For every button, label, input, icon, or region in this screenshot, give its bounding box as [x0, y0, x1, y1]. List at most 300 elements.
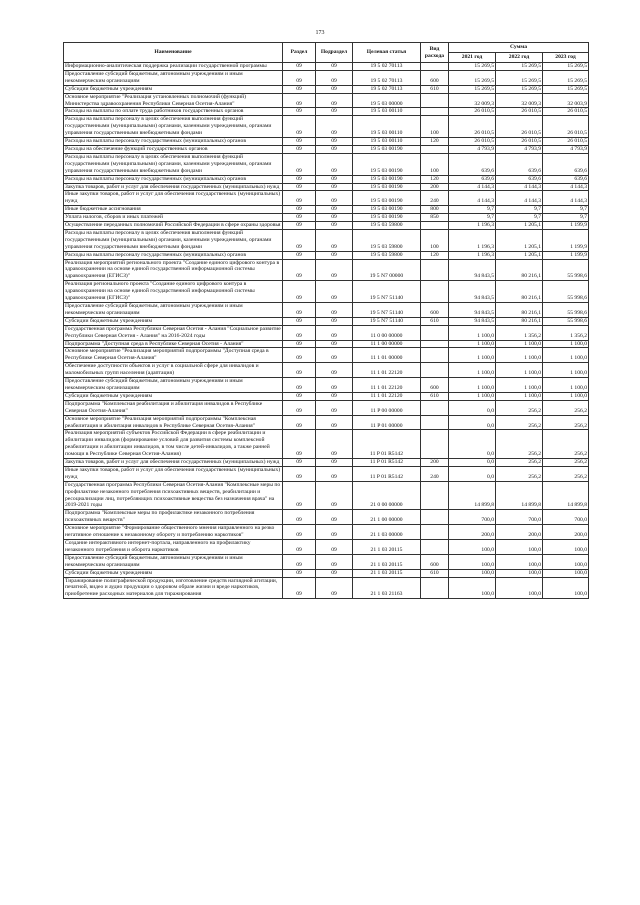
row-sum-2021: 1 196,3: [449, 251, 496, 259]
row-expense-type: 610: [421, 569, 449, 577]
row-podrazdel: 09: [316, 214, 353, 222]
row-target-article: 21 1 03 00000: [353, 525, 421, 540]
row-razdel: 09: [283, 430, 316, 459]
row-sum-2021: 32 009,3: [449, 93, 496, 108]
table-row: [64, 70, 589, 85]
row-podrazdel: 09: [316, 577, 353, 599]
row-sum-2022: 15 269,5: [496, 85, 543, 93]
row-podrazdel: 09: [316, 229, 353, 251]
header-year-2021: 2021 год: [449, 53, 496, 63]
row-podrazdel: 09: [316, 525, 353, 540]
row-razdel: 09: [283, 325, 316, 340]
row-sum-2023: 700,0: [543, 510, 589, 525]
table-row: [64, 510, 589, 525]
row-sum-2021: 200,0: [449, 525, 496, 540]
row-sum-2021: 1 100,0: [449, 340, 496, 348]
row-razdel: 09: [283, 259, 316, 281]
row-target-article: 19 5 03 00190: [353, 191, 421, 206]
row-podrazdel: 09: [316, 510, 353, 525]
row-name: Обеспечение доступности объектов и услуг в социальной сфере для инвалидов и маломобильных групп населения (адаптация): [64, 363, 283, 378]
row-target-article: 11 1 01 22120: [353, 378, 421, 393]
row-name: Расходы на выплаты персоналу в целях обеспечения выполнения функций государственными (муниципальными) органами, казенными учреждениями, органами управления государственными внебюджетными фондами: [64, 229, 283, 251]
row-sum-2021: 94 843,5: [449, 317, 496, 325]
row-sum-2022: 9,7: [496, 214, 543, 222]
table-row: [64, 577, 589, 599]
row-target-article: 19 5 03 00110: [353, 108, 421, 116]
row-sum-2023: 1 199,9: [543, 229, 589, 251]
row-podrazdel: 09: [316, 325, 353, 340]
row-expense-type: [421, 108, 449, 116]
row-sum-2021: 1 100,0: [449, 392, 496, 400]
row-sum-2023: 15 269,5: [543, 85, 589, 93]
row-target-article: 11 P 01 00000: [353, 415, 421, 430]
row-razdel: 09: [283, 138, 316, 146]
row-sum-2022: 14 899,8: [496, 481, 543, 510]
row-name: Расходы на обеспечение функций государственных органов: [64, 145, 283, 153]
row-sum-2021: 700,0: [449, 510, 496, 525]
row-name: Иные бюджетные ассигнования: [64, 206, 283, 214]
row-sum-2021: 94 843,5: [449, 259, 496, 281]
table-row: [64, 63, 589, 71]
row-expense-type: 100: [421, 153, 449, 175]
row-target-article: 19 5 03 59800: [353, 222, 421, 230]
row-target-article: 19 5 N7 51140: [353, 281, 421, 303]
row-sum-2022: 1 205,1: [496, 251, 543, 259]
row-expense-type: 200: [421, 183, 449, 191]
row-name: Закупка товаров, работ и услуг для обеспечения государственных (муниципальных) нужд: [64, 183, 283, 191]
row-podrazdel: 09: [316, 281, 353, 303]
table-row: [64, 281, 589, 303]
row-podrazdel: 09: [316, 415, 353, 430]
row-podrazdel: 09: [316, 378, 353, 393]
table-row: [64, 378, 589, 393]
row-name: Подпрограмма "Комплексная реабилитация и абилитация инвалидов в Республике Северная Осетия-Алания": [64, 400, 283, 415]
row-target-article: 19 5 03 00110: [353, 116, 421, 138]
table-row: [64, 363, 589, 378]
row-target-article: 11 P 01 R5142: [353, 430, 421, 459]
row-sum-2022: 1 100,0: [496, 348, 543, 363]
row-sum-2021: 100,0: [449, 540, 496, 555]
row-target-article: 21 0 00 00000: [353, 481, 421, 510]
row-sum-2021: 9,7: [449, 206, 496, 214]
row-sum-2022: 100,0: [496, 577, 543, 599]
row-sum-2022: 1 205,1: [496, 229, 543, 251]
row-target-article: 19 5 03 00190: [353, 206, 421, 214]
row-sum-2022: 26 010,5: [496, 116, 543, 138]
table-row: [64, 430, 589, 459]
row-expense-type: 100: [421, 116, 449, 138]
row-sum-2021: 639,6: [449, 175, 496, 183]
row-expense-type: [421, 325, 449, 340]
row-expense-type: 600: [421, 378, 449, 393]
row-sum-2021: 1 100,0: [449, 363, 496, 378]
header-name: Наименование: [64, 43, 283, 63]
table-row: [64, 251, 589, 259]
row-sum-2022: 32 009,3: [496, 93, 543, 108]
row-razdel: 09: [283, 281, 316, 303]
row-razdel: 09: [283, 63, 316, 71]
row-podrazdel: 09: [316, 303, 353, 318]
row-podrazdel: 09: [316, 259, 353, 281]
row-target-article: 21 1 03 20115: [353, 569, 421, 577]
table-row: [64, 540, 589, 555]
row-sum-2021: 0,0: [449, 459, 496, 467]
row-sum-2023: 26 010,5: [543, 108, 589, 116]
row-sum-2022: 1 100,0: [496, 340, 543, 348]
row-target-article: 11 1 01 22120: [353, 363, 421, 378]
row-sum-2022: 9,7: [496, 206, 543, 214]
row-podrazdel: 09: [316, 459, 353, 467]
row-expense-type: [421, 510, 449, 525]
row-expense-type: 850: [421, 214, 449, 222]
row-sum-2021: 100,0: [449, 554, 496, 569]
table-row: [64, 340, 589, 348]
header-year-2022: 2022 год: [496, 53, 543, 63]
table-row: [64, 214, 589, 222]
table-row: [64, 206, 589, 214]
row-sum-2021: 0,0: [449, 466, 496, 481]
row-sum-2022: 80 216,1: [496, 303, 543, 318]
table-row: [64, 116, 589, 138]
row-sum-2022: 15 269,5: [496, 70, 543, 85]
row-sum-2021: 14 899,8: [449, 481, 496, 510]
row-expense-type: 120: [421, 175, 449, 183]
row-expense-type: 600: [421, 303, 449, 318]
row-sum-2023: 26 010,5: [543, 116, 589, 138]
row-name: Расходы на выплаты персоналу в целях обеспечения выполнения функций государственными (муниципальными) органами, казенными учреждениями, органами управления государственными внебюджетными фондами: [64, 153, 283, 175]
row-sum-2023: 639,6: [543, 153, 589, 175]
row-name: Основное мероприятие "Реализация мероприятий подпрограммы "Доступная среда в Республике Северная Осетия-Алания": [64, 348, 283, 363]
header-podrazdel: Подраздел: [316, 43, 353, 63]
row-name: Реализация мероприятий субъектов Российской Федерации в сфере реабилитации и абилитации инвалидов (формирование условий для развития системы комплексной реабилитации и абилитации инвалидов, в том числе детей-инвалидов, а также ранней помощи в Республике Северная Осетия-Алания): [64, 430, 283, 459]
row-razdel: 09: [283, 415, 316, 430]
row-sum-2023: 100,0: [543, 569, 589, 577]
row-razdel: 09: [283, 317, 316, 325]
row-sum-2022: 700,0: [496, 510, 543, 525]
row-expense-type: 600: [421, 554, 449, 569]
row-razdel: 09: [283, 214, 316, 222]
row-target-article: 11 1 00 00000: [353, 340, 421, 348]
row-name: Предоставление субсидий бюджетным, автономным учреждениям и иным некоммерческим организациям: [64, 70, 283, 85]
row-sum-2022: 256,2: [496, 415, 543, 430]
row-sum-2021: 26 010,5: [449, 138, 496, 146]
row-razdel: 09: [283, 554, 316, 569]
row-sum-2023: 4 144,3: [543, 191, 589, 206]
row-expense-type: 100: [421, 229, 449, 251]
row-target-article: 19 5 02 70113: [353, 63, 421, 71]
row-sum-2022: 256,2: [496, 459, 543, 467]
row-podrazdel: 09: [316, 481, 353, 510]
row-sum-2023: 15 269,5: [543, 63, 589, 71]
row-name: Иные закупки товаров, работ и услуг для обеспечения государственных (муниципальных) нужд: [64, 466, 283, 481]
row-target-article: 19 5 03 00000: [353, 93, 421, 108]
row-name: Создание интерактивного интернет-портала, направленного на профилактику незаконного потребления и оборота наркотиков: [64, 540, 283, 555]
row-target-article: 21 1 03 21163: [353, 577, 421, 599]
row-name: Иные закупки товаров, работ и услуг для обеспечения государственных (муниципальных) нужд: [64, 191, 283, 206]
row-target-article: 19 5 02 70113: [353, 85, 421, 93]
row-sum-2023: 55 998,6: [543, 281, 589, 303]
row-razdel: 09: [283, 108, 316, 116]
table-row: [64, 138, 589, 146]
row-sum-2021: 4 144,3: [449, 191, 496, 206]
row-expense-type: [421, 400, 449, 415]
row-target-article: 19 5 03 00190: [353, 153, 421, 175]
row-target-article: 21 1 03 20115: [353, 540, 421, 555]
row-podrazdel: 09: [316, 317, 353, 325]
row-target-article: 19 5 03 00190: [353, 183, 421, 191]
row-sum-2023: 4 793,9: [543, 145, 589, 153]
row-podrazdel: 09: [316, 175, 353, 183]
row-razdel: 09: [283, 251, 316, 259]
row-sum-2023: 256,2: [543, 459, 589, 467]
row-target-article: 19 5 02 70113: [353, 70, 421, 85]
row-sum-2023: 1 100,0: [543, 392, 589, 400]
row-target-article: 19 5 03 59800: [353, 229, 421, 251]
row-sum-2023: 14 899,8: [543, 481, 589, 510]
row-podrazdel: 09: [316, 93, 353, 108]
row-podrazdel: 09: [316, 400, 353, 415]
table-row: [64, 259, 589, 281]
row-razdel: 09: [283, 70, 316, 85]
table-row: [64, 183, 589, 191]
row-expense-type: [421, 577, 449, 599]
row-podrazdel: 09: [316, 348, 353, 363]
table-row: [64, 85, 589, 93]
row-target-article: 19 5 03 00190: [353, 145, 421, 153]
row-expense-type: 240: [421, 191, 449, 206]
row-sum-2022: 100,0: [496, 554, 543, 569]
row-name: Предоставление субсидий бюджетным, автономным учреждениям и иным некоммерческим организациям: [64, 303, 283, 318]
row-name: Расходы на выплаты персоналу государственных (муниципальных) органов: [64, 251, 283, 259]
row-expense-type: [421, 340, 449, 348]
row-expense-type: [421, 222, 449, 230]
row-sum-2022: 100,0: [496, 569, 543, 577]
row-podrazdel: 09: [316, 569, 353, 577]
row-sum-2023: 9,7: [543, 214, 589, 222]
row-podrazdel: 09: [316, 363, 353, 378]
table-row: [64, 525, 589, 540]
row-expense-type: 200: [421, 459, 449, 467]
row-name: Уплата налогов, сборов и иных платежей: [64, 214, 283, 222]
row-sum-2021: 0,0: [449, 415, 496, 430]
header-sum: Сумма: [449, 43, 589, 53]
row-name: Реализация мероприятий регионального проекта "Создание единого цифрового контура в здравоохранении на основе единой государственной информационной системы здравоохранения (ЕГИСЗ)": [64, 259, 283, 281]
row-razdel: 09: [283, 303, 316, 318]
row-sum-2023: 256,2: [543, 430, 589, 459]
row-razdel: 09: [283, 577, 316, 599]
row-razdel: 09: [283, 363, 316, 378]
row-target-article: 21 1 00 00000: [353, 510, 421, 525]
row-sum-2022: 256,2: [496, 466, 543, 481]
row-razdel: 09: [283, 145, 316, 153]
row-razdel: 09: [283, 459, 316, 467]
row-target-article: 19 5 03 00190: [353, 175, 421, 183]
row-sum-2022: 26 010,5: [496, 108, 543, 116]
row-razdel: 09: [283, 183, 316, 191]
row-sum-2023: 32 003,9: [543, 93, 589, 108]
row-target-article: 11 P 00 00000: [353, 400, 421, 415]
row-podrazdel: 09: [316, 153, 353, 175]
row-name: Основное мероприятие "Формирование общественного мнения направленного на резко негативное отношение к незаконному обороту и потреблению наркотиков": [64, 525, 283, 540]
row-name: Субсидии бюджетным учреждениям: [64, 317, 283, 325]
row-sum-2023: 4 144,3: [543, 183, 589, 191]
row-name: Субсидии бюджетным учреждениям: [64, 85, 283, 93]
row-podrazdel: 09: [316, 206, 353, 214]
header-target-article: Целевая статья: [353, 43, 421, 63]
row-name: Государственная программа Республики Северная Осетия-Алания "Комплексные меры по профилактике незаконного потребления психоактивных веществ, реабилитации и ресоциализации лиц, потребляющих психоактивные вещества без назначения врача" на 2019-2021 годы: [64, 481, 283, 510]
row-expense-type: [421, 281, 449, 303]
row-razdel: 09: [283, 116, 316, 138]
row-sum-2023: 1 100,0: [543, 340, 589, 348]
row-sum-2021: 1 100,0: [449, 348, 496, 363]
row-target-article: 19 5 03 00190: [353, 214, 421, 222]
row-sum-2023: 1 100,0: [543, 348, 589, 363]
row-podrazdel: 09: [316, 63, 353, 71]
row-sum-2021: 0,0: [449, 430, 496, 459]
row-sum-2021: 15 269,5: [449, 63, 496, 71]
row-razdel: 09: [283, 85, 316, 93]
row-sum-2022: 4 793,9: [496, 145, 543, 153]
row-expense-type: 800: [421, 206, 449, 214]
row-sum-2021: 1 100,0: [449, 325, 496, 340]
row-name: Субсидии бюджетным учреждениям: [64, 569, 283, 577]
row-name: Расходы на выплаты персоналу государственных (муниципальных) органов: [64, 138, 283, 146]
row-sum-2021: 94 843,5: [449, 281, 496, 303]
row-name: Тиражирование полиграфической продукции, изготовление средств наглядной агитации, печатной, видео и аудио продукции о здоровом образе жизни и вреде наркотиков, приобретение расходных материалов для тиражирования: [64, 577, 283, 599]
row-sum-2022: 1 100,0: [496, 378, 543, 393]
row-sum-2022: 256,2: [496, 400, 543, 415]
table-row: [64, 554, 589, 569]
table-row: [64, 145, 589, 153]
row-name: Подпрограмма "Комплексные меры по профилактике незаконного потребления психоактивных веществ": [64, 510, 283, 525]
row-podrazdel: 09: [316, 222, 353, 230]
row-sum-2022: 15 269,5: [496, 63, 543, 71]
row-sum-2022: 1 356,2: [496, 325, 543, 340]
header-year-2023: 2023 год: [543, 53, 589, 63]
row-expense-type: 610: [421, 392, 449, 400]
header-expense-type: Вид расхода: [421, 43, 449, 63]
row-sum-2023: 55 998,6: [543, 303, 589, 318]
table-row: [64, 153, 589, 175]
table-header: [64, 43, 589, 63]
row-sum-2022: 639,6: [496, 175, 543, 183]
row-sum-2023: 100,0: [543, 540, 589, 555]
row-sum-2022: 256,2: [496, 430, 543, 459]
row-target-article: 19 5 N7 51140: [353, 317, 421, 325]
row-target-article: 11 1 01 22120: [353, 392, 421, 400]
row-sum-2023: 1 100,0: [543, 378, 589, 393]
table-row: [64, 325, 589, 340]
row-expense-type: 120: [421, 251, 449, 259]
row-podrazdel: 09: [316, 108, 353, 116]
row-sum-2022: 639,6: [496, 153, 543, 175]
row-razdel: 09: [283, 93, 316, 108]
table-row: [64, 459, 589, 467]
row-sum-2023: 55 998,6: [543, 317, 589, 325]
row-razdel: 09: [283, 229, 316, 251]
row-sum-2022: 80 216,1: [496, 281, 543, 303]
table-row: [64, 392, 589, 400]
row-sum-2023: 55 998,6: [543, 259, 589, 281]
row-razdel: 09: [283, 206, 316, 214]
row-sum-2021: 4 793,9: [449, 145, 496, 153]
table-body: [64, 63, 589, 599]
row-razdel: 09: [283, 540, 316, 555]
row-sum-2023: 639,6: [543, 175, 589, 183]
row-sum-2021: 4 144,3: [449, 183, 496, 191]
row-razdel: 09: [283, 191, 316, 206]
row-expense-type: [421, 348, 449, 363]
row-sum-2022: 4 144,3: [496, 191, 543, 206]
row-podrazdel: 09: [316, 138, 353, 146]
row-name: Предоставление субсидий бюджетным, автономным учреждениям и иным некоммерческим организациям: [64, 554, 283, 569]
row-expense-type: [421, 415, 449, 430]
row-razdel: 09: [283, 348, 316, 363]
row-podrazdel: 09: [316, 145, 353, 153]
row-sum-2021: 1 196,3: [449, 222, 496, 230]
row-sum-2021: 15 269,5: [449, 85, 496, 93]
row-podrazdel: 09: [316, 554, 353, 569]
row-sum-2023: 15 269,5: [543, 70, 589, 85]
row-sum-2022: 100,0: [496, 540, 543, 555]
budget-table: [63, 42, 589, 599]
row-name: Государственная программа Республики Северная Осетия - Алания "Социальное развитие Республики Северная Осетия - Алания" на 2016-2024 годы: [65, 325, 281, 339]
row-expense-type: 610: [421, 317, 449, 325]
table-row: [64, 303, 589, 318]
row-sum-2023: 9,7: [543, 206, 589, 214]
row-name: Основное мероприятие "Реализация мероприятий подпрограммы "Комплексная реабилитация и абилитация инвалидов в Республике Северная Осетия-Алания": [64, 415, 283, 430]
row-name: Закупка товаров, работ и услуг для обеспечения государственных (муниципальных) нужд: [64, 459, 283, 467]
row-name: Информационно-аналитическая поддержка реализации государственной программы: [64, 63, 283, 71]
row-target-article: 11 0 00 00000: [353, 325, 421, 340]
row-sum-2021: 1 196,3: [449, 229, 496, 251]
row-expense-type: 120: [421, 138, 449, 146]
row-name: Основное мероприятие "Реализация установленных полномочий (функций) Министерства здравоохранения Республики Северная Осетия-Алания": [64, 93, 283, 108]
row-target-article: 19 5 N7 00000: [353, 259, 421, 281]
row-sum-2023: 1 100,0: [543, 363, 589, 378]
row-sum-2023: 256,2: [543, 400, 589, 415]
row-sum-2023: 1 199,9: [543, 222, 589, 230]
row-expense-type: [421, 145, 449, 153]
table-row: [64, 348, 589, 363]
row-sum-2023: 26 010,5: [543, 138, 589, 146]
row-sum-2023: 1 199,9: [543, 251, 589, 259]
row-target-article: 19 5 N7 51140: [353, 303, 421, 318]
table-row: [64, 317, 589, 325]
row-razdel: 09: [283, 400, 316, 415]
row-sum-2021: 0,0: [449, 400, 496, 415]
row-sum-2021: 9,7: [449, 214, 496, 222]
row-sum-2023: 100,0: [543, 554, 589, 569]
row-podrazdel: 09: [316, 191, 353, 206]
row-sum-2021: 639,6: [449, 153, 496, 175]
row-sum-2023: 200,0: [543, 525, 589, 540]
row-razdel: 09: [283, 222, 316, 230]
row-podrazdel: 09: [316, 540, 353, 555]
row-sum-2022: 1 100,0: [496, 392, 543, 400]
row-podrazdel: 09: [316, 251, 353, 259]
row-sum-2021: 94 843,5: [449, 303, 496, 318]
row-name: Расходы на выплаты по оплате труда работников государственных органов: [64, 108, 283, 116]
row-podrazdel: 09: [316, 430, 353, 459]
table-row: [64, 400, 589, 415]
row-sum-2021: 26 010,5: [449, 116, 496, 138]
row-podrazdel: 09: [316, 116, 353, 138]
table-row: [64, 466, 589, 481]
row-razdel: 09: [283, 340, 316, 348]
row-sum-2022: 1 205,1: [496, 222, 543, 230]
row-target-article: 19 5 03 00110: [353, 138, 421, 146]
